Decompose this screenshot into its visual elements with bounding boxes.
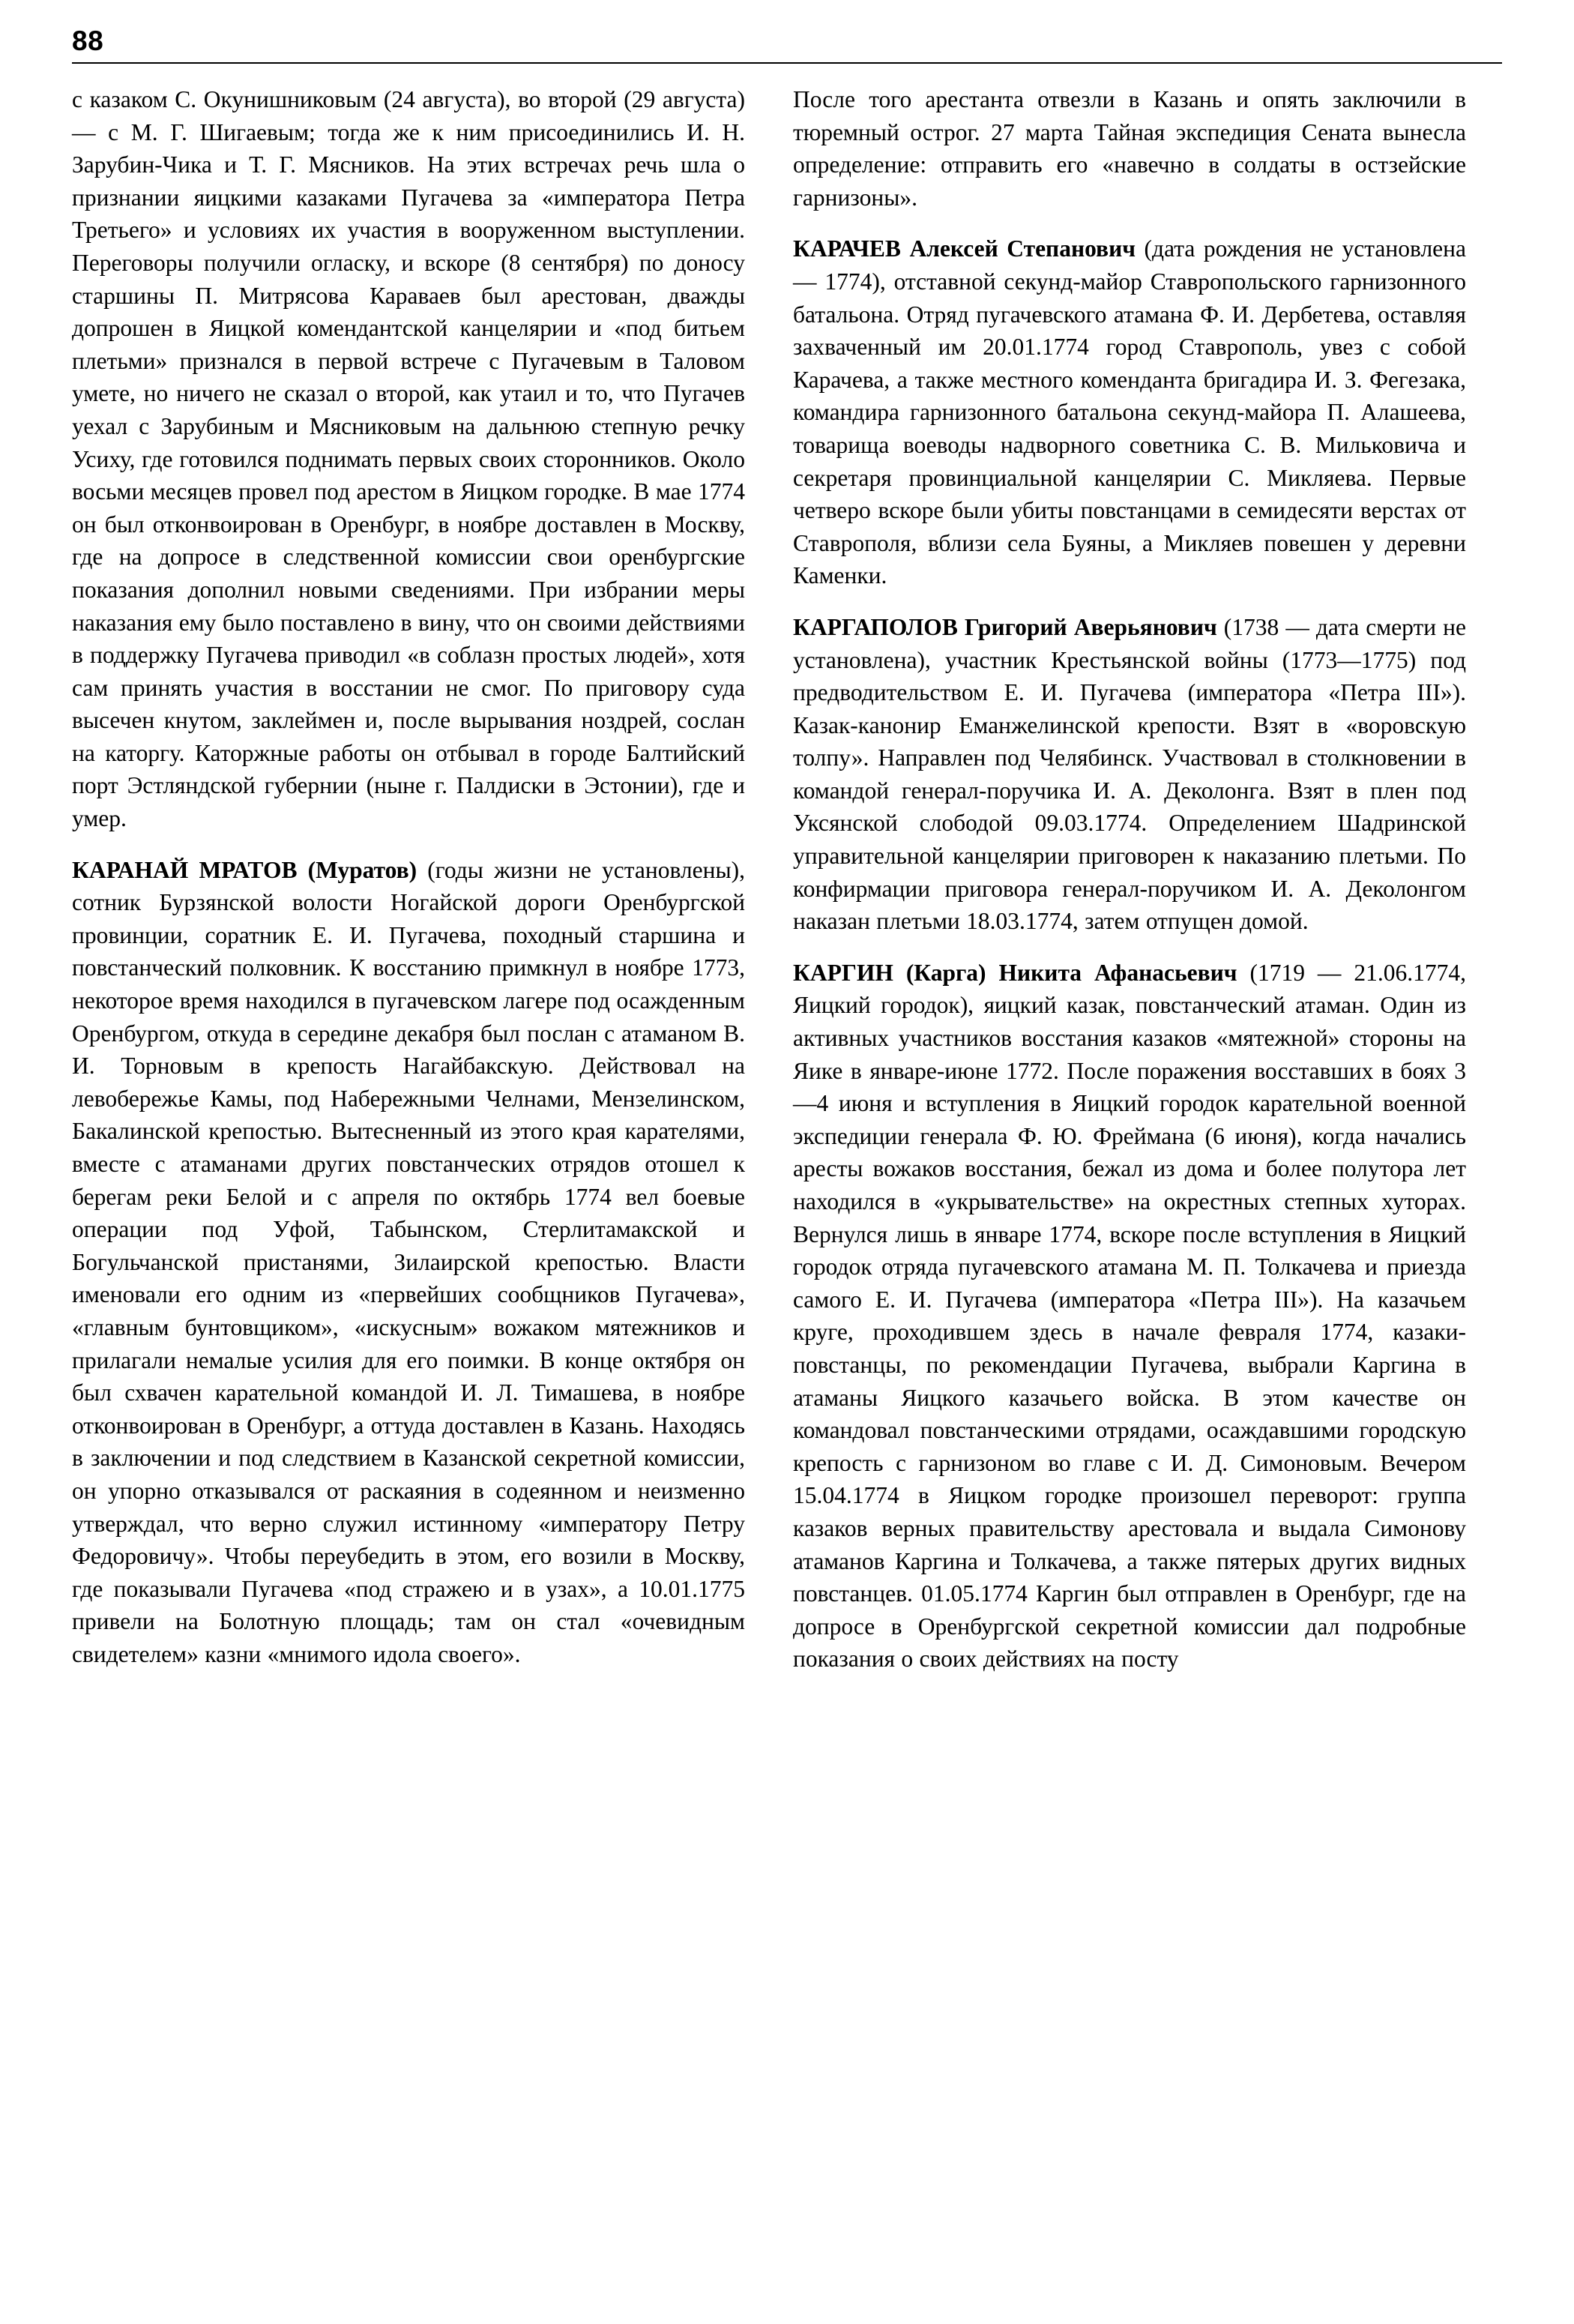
column-right xyxy=(793,83,1466,1676)
paragraph-continuation: с казаком С. Окунишниковым (24 августа), во второй (29 августа) — с М. Г. Шигаевым; тогда же к ним присоединились И. Н. Зарубин-Чика и Т. Г. Мясников. На этих встречах речь шла о признании яицкими казаками Пугачева за «императора Петра Третьего» и условиях их участия в вооруженном выступлении. Переговоры получили огласку, и вскоре (8 сентября) по доносу старшины П. Митрясова Караваев был арестован, дважды допрошен в Яицкой комендантской канцелярии и «под битьем плетьми» признался в первой встрече с Пугачевым в Таловом умете, но ничего не сказал о второй, как утаил и то, что Пугачев уехал с Зарубиным и Мясниковым на дальнюю степную речку Усиху, где готовился поднимать первых своих сторонников. Около восьми месяцев провел под арестом в Яицком городке. В мае 1774 он был отконвоирован в Оренбург, в ноябре доставлен в Москву, где на допросе в следственной комиссии свои оренбургские показания дополнил новыми сведениями. При избрании меры наказания ему было поставлено в вину, что он своими действиями в поддержку Пугачева приводил «в соблазн простых людей», хотя сам принять участия в восстании не смог. По приговору суда высечен кнутом, заклеймен и, после вырывания ноздрей, сослан на каторгу. Каторжные работы он отбывал в городе Балтийский порт Эстляндской губернии (ныне г. Палдиски в Эстонии), где и умер. xyxy=(72,86,745,832)
dictionary-entry xyxy=(793,611,1466,938)
dictionary-entry xyxy=(793,232,1466,592)
entry-headword: КАРАЧЕВ Алексей Степанович xyxy=(793,235,1136,262)
column-left xyxy=(72,83,745,1671)
dictionary-entry xyxy=(72,854,745,1671)
two-column-body xyxy=(72,83,1502,1676)
header-rule xyxy=(72,62,1502,64)
entry-body: (годы жизни не установлены), сотник Бурзянской волости Ногайской дороги Оренбургской провинции, соратник Е. И. Пугачева, походный старшина и повстанческий полковник. К восстанию примкнул в ноябре 1773, некоторое время находился в пугачевском лагере под осажденным Оренбургом, откуда в середине декабря был послан с атаманом В. И. Торновым в крепость Нагайбакскую. Действовал на левобережье Камы, под Набережными Челнами, Мензелинском, Бакалинской крепостью. Вытесненный из этого края карателями, вместе с атаманами других повстанческих отрядов отошел к берегам реки Белой и с апреля по октябрь 1774 вел боевые операции под Уфой, Табынском, Стерлитамакской и Богульчанской пристанями, Зилаирской крепостью. Власти именовали его одним из «первейших сообщников Пугачева», «главным бунтовщиком», «искусным» вожаком мятежников и прилагали немалые усилия для его поимки. В конце октября он был схвачен карательной командой И. Л. Тимашева, в ноябре отконвоирован в Оренбург, а оттуда доставлен в Казань. Находясь в заключении и под следствием в Казанской секретной комиссии, он упорно отказывался от раскаяния в содеянном и неизменно утверждал, что верно служил истинному «императору Петру Федоровичу». Чтобы переубедить в этом, его возили в Москву, где показывали Пугачева «под стражею и в узах», а 10.01.1775 привели на Болотную площадь; там он стал «очевидным свидетелем» казни «мнимого идола своего». xyxy=(72,856,745,1667)
paragraph-continuation: После того арестанта отвезли в Казань и опять заключили в тюремный острог. 27 марта Тайная экспедиция Сената вынесла определение: отправить его «навечно в солдаты в остзейские гарнизоны». xyxy=(793,86,1466,211)
entry-body: (1738 — дата смерти не установлена), участник Крестьянской войны (1773—1775) под предводительством Е. И. Пугачева (императора «Петра III»). Казак-канонир Еманжелинской крепости. Взят в «воровскую толпу». Направлен под Челябинск. Участвовал в столкновении в командой генерал-поручика И. А. Деколонга. Взят в плен под Уксянской слободой 09.03.1774. Определением Шадринской управительной канцелярии приговорен к наказанию плетьми. По конфирмации приговора генерал-поручиком И. А. Деколонгом наказан плетьми 18.03.1774, затем отпущен домой. xyxy=(793,613,1466,935)
entry-headword: КАРГИН (Карга) Никита Афанасьевич xyxy=(793,959,1237,986)
entry-headword: КАРАНАЙ МРАТОВ (Муратов) xyxy=(72,856,417,883)
entry-body: (1719 — 21.06.1774, Яицкий городок), яицкий казак, повстанческий атаман. Один из активных участников восстания казаков «мятежной» стороны на Яике в январе-июне 1772. После поражения восставших в боях 3—4 июня и вступления в Яицкий городок карательной военной экспедиции генерала Ф. Ю. Фреймана (6 июня), когда начались аресты вожаков восстания, бежал из дома и более полутора лет находился в «укрывательстве» на окрестных степных хуторах. Вернулся лишь в январе 1774, вскоре после вступления в Яицкий городок отряда пугачевского атамана М. П. Толкачева и приезда самого Е. И. Пугачева (императора «Петра III»). На казачьем круге, проходившем здесь в начале февраля 1774, казаки-повстанцы, по рекомендации Пугачева, выбрали Каргина в атаманы Яицкого казачьего войска. В этом качестве он командовал повстанческими отрядами, осаждавшими городскую крепость с гарнизоном во главе с И. Д. Симоновым. Вечером 15.04.1774 в Яицком городке произошел переворот: группа казаков верных правительству арестовала и выдала Симонову атаманов Каргина и Толкачева, а также пятерых других видных повстанцев. 01.05.1774 Каргин был отправлен в Оренбург, где на допросе в Оренбургской секретной комиссии дал подробные показания о своих действиях на посту xyxy=(793,959,1466,1673)
entry-body: (дата рождения не установлена — 1774), отставной секунд-майор Ставропольского гарнизонного батальона. Отряд пугачевского атамана Ф. И. Дербетева, оставляя захваченный им 20.01.1774 город Ставрополь, увез с собой Карачева, а также местного коменданта бригадира И. З. Фегезака, командира гарнизонного батальона секунд-майора П. Алашеева, товарища воеводы надворного советника С. В. Мильковича и секретаря провинциальной канцелярии С. Микляева. Первые четверо вскоре были убиты повстанцами в семидесяти верстах от Ставрополя, вблизи села Буяны, а Микляев повешен у деревни Каменки. xyxy=(793,235,1466,589)
page-number: 88 xyxy=(72,25,104,56)
entry-headword: КАРГАПОЛОВ Григорий Аверьянович xyxy=(793,613,1217,640)
dictionary-entry xyxy=(793,957,1466,1676)
